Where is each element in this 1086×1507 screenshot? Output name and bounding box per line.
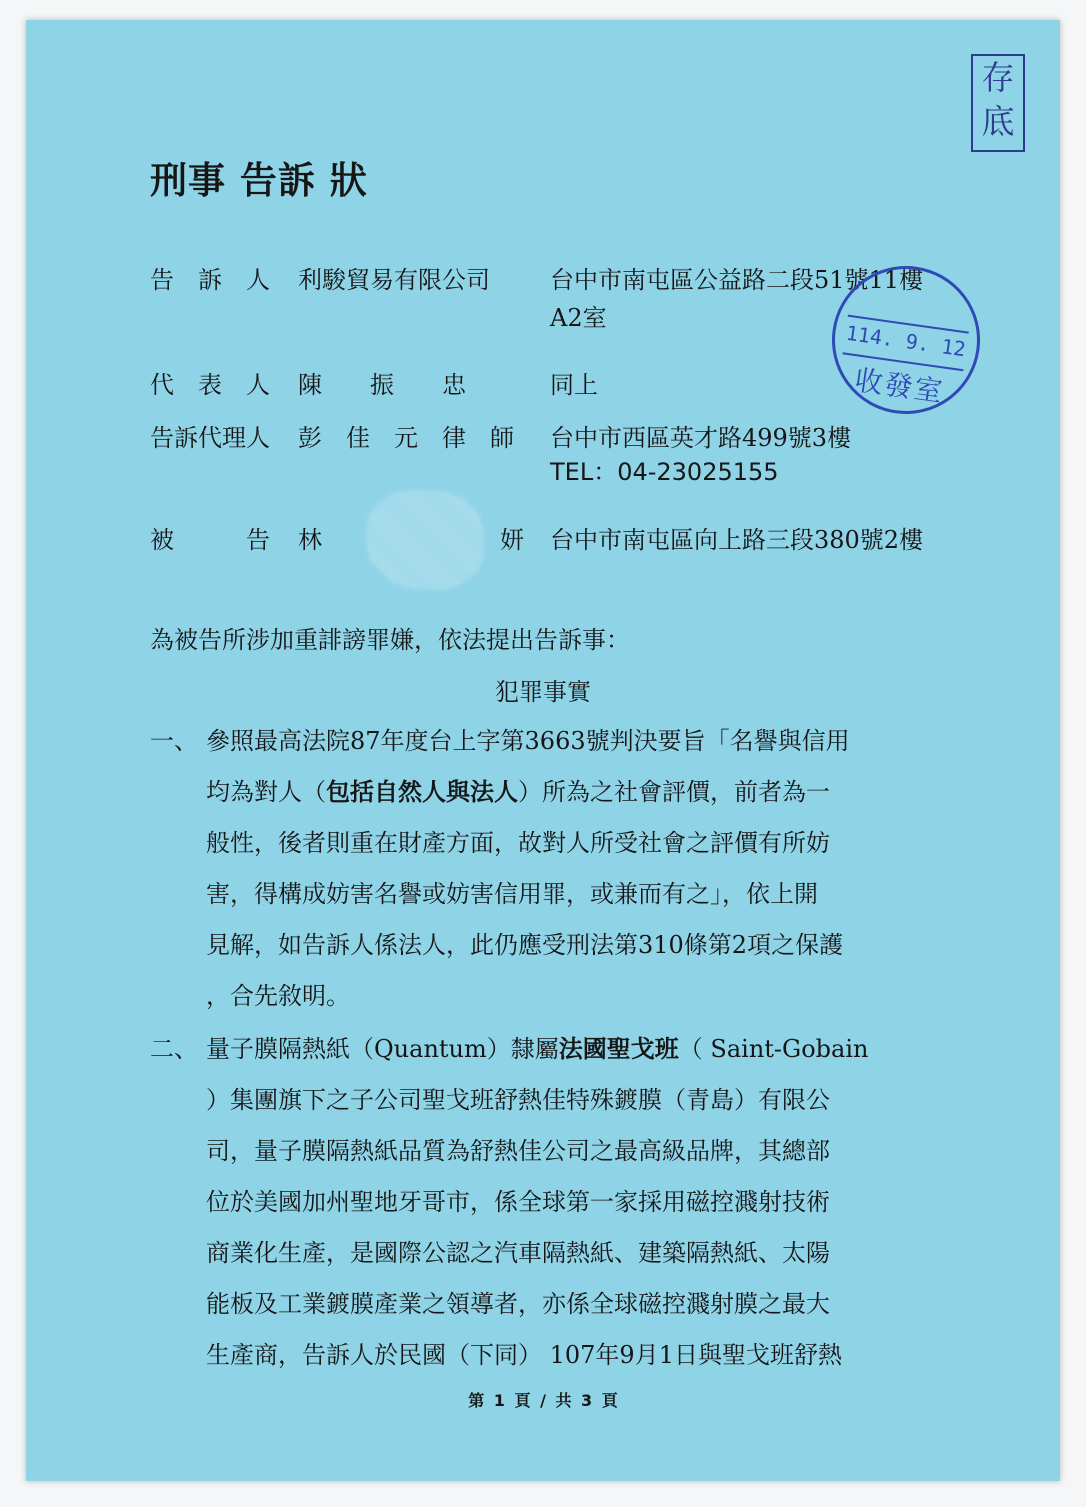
paragraph-line-text xyxy=(206,1239,830,1267)
page-footer: 第 1 頁 / 共 3 頁 xyxy=(468,1391,618,1410)
paragraph-line xyxy=(150,1075,932,1126)
text-run: 司，量子膜隔熱紙品質為舒熱佳公司之最高級品牌，其總部 xyxy=(206,1137,830,1165)
paragraph-line-text xyxy=(206,1290,830,1318)
paragraph-line xyxy=(150,1228,932,1279)
paragraph-one xyxy=(150,716,932,1022)
paragraph-line xyxy=(150,1279,932,1330)
paragraph-line-text xyxy=(206,1341,842,1369)
text-run: 生產商，告訴人於民國（下同） 107年9月1日與聖戈班舒熱 xyxy=(206,1341,842,1369)
paragraph-line-text xyxy=(206,931,843,959)
stamp-office: 收發室 xyxy=(852,363,947,409)
archive-stamp-char-2: 底 xyxy=(981,102,1015,141)
party-name: 利駿貿易有限公司 xyxy=(298,266,490,294)
party-role: 被 告 xyxy=(150,526,270,554)
paragraph-line xyxy=(150,869,932,920)
text-run: 量子膜隔熱紙（Quantum）隸屬 xyxy=(206,1035,559,1063)
paragraph-line xyxy=(150,1024,932,1075)
paragraph-line-text xyxy=(206,716,850,767)
text-run: ）集團旗下之子公司聖戈班舒熱佳特殊鍍膜（青島）有限公 xyxy=(206,1086,830,1114)
text-run: 害，得構成妨害名譽或妨害信用罪，或兼而有之」，依上開 xyxy=(206,880,818,908)
section-heading: 犯罪事實 xyxy=(495,678,591,706)
intro-text: 為被告所涉加重誹謗罪嫌，依法提出告訴事： xyxy=(150,626,630,654)
paragraph-two xyxy=(150,1024,932,1381)
party-role: 代 表 人 xyxy=(150,371,270,399)
party-address: 同上 xyxy=(550,371,598,399)
paragraph-line-text xyxy=(206,1188,830,1216)
paragraph-line-text xyxy=(206,1137,830,1165)
paragraph-line-text xyxy=(206,1086,830,1114)
paragraph-line xyxy=(150,767,932,818)
paragraph-line-text xyxy=(206,829,830,857)
party-phone: TEL：04-23025155 xyxy=(550,458,779,486)
document-page xyxy=(26,20,1060,1481)
archive-stamp-char-1: 存 xyxy=(981,58,1015,97)
text-run: 商業化生產，是國際公認之汽車隔熱紙、建築隔熱紙、太陽 xyxy=(206,1239,830,1267)
party-role: 告 訴 人 xyxy=(150,266,270,294)
party-name: 彭 佳 元 律 師 xyxy=(298,424,514,452)
archive-stamp xyxy=(971,54,1025,152)
party-address: 台中市南屯區公益路二段51號11樓 xyxy=(550,266,924,294)
text-run: （ Saint-Gobain xyxy=(678,1035,869,1063)
paragraph-line xyxy=(150,716,932,767)
text-run: 位於美國加州聖地牙哥市，係全球第一家採用磁控濺射技術 xyxy=(206,1188,830,1216)
text-run: 均為對人（ xyxy=(206,778,326,806)
party-role: 告訴代理人 xyxy=(150,424,270,452)
party-name-suffix: 妍 xyxy=(500,526,524,554)
party-address-line2: A2室 xyxy=(550,304,607,332)
party-address: 台中市南屯區向上路三段380號2樓 xyxy=(550,526,924,554)
party-address: 台中市西區英才路499號3樓 xyxy=(550,424,852,452)
document-title: 刑事 告訴 狀 xyxy=(150,159,368,202)
text-run: 參照最高法院87年度台上字第3663號判決要旨「名譽與信用 xyxy=(206,727,850,755)
text-run: ，合先敘明。 xyxy=(206,982,350,1010)
text-run: 見解，如告訴人係法人，此仍應受刑法第310條第2項之保護 xyxy=(206,931,844,959)
paragraph-number: 二、 xyxy=(150,1035,198,1063)
text-run: 般性，後者則重在財產方面，故對人所受社會之評價有所妨 xyxy=(206,829,830,857)
paragraph-number: 一、 xyxy=(150,727,198,755)
paragraph-line-text xyxy=(206,880,818,908)
paragraph-line xyxy=(150,920,932,971)
stamp-date: 114. 9. 12 xyxy=(844,320,968,362)
paragraph-line xyxy=(150,971,932,1022)
text-run: 能板及工業鍍膜產業之領導者，亦係全球磁控濺射膜之最大 xyxy=(206,1290,830,1318)
paragraph-line xyxy=(150,1126,932,1177)
bold-emphasis: 法國聖戈班 xyxy=(558,1035,679,1063)
paragraph-line-text xyxy=(206,778,830,806)
paragraph-line-text xyxy=(206,1024,868,1075)
bold-emphasis: 包括自然人與法人 xyxy=(326,778,518,806)
paragraph-line xyxy=(150,1330,932,1381)
party-name: 陳 振 忠 xyxy=(298,371,466,399)
paragraph-line xyxy=(150,1177,932,1228)
text-run: ）所為之社會評價，前者為一 xyxy=(518,778,830,806)
paragraph-line xyxy=(150,818,932,869)
redaction-blur xyxy=(366,490,484,590)
paragraph-line-text xyxy=(206,982,350,1010)
party-name-prefix: 林 xyxy=(298,526,322,554)
